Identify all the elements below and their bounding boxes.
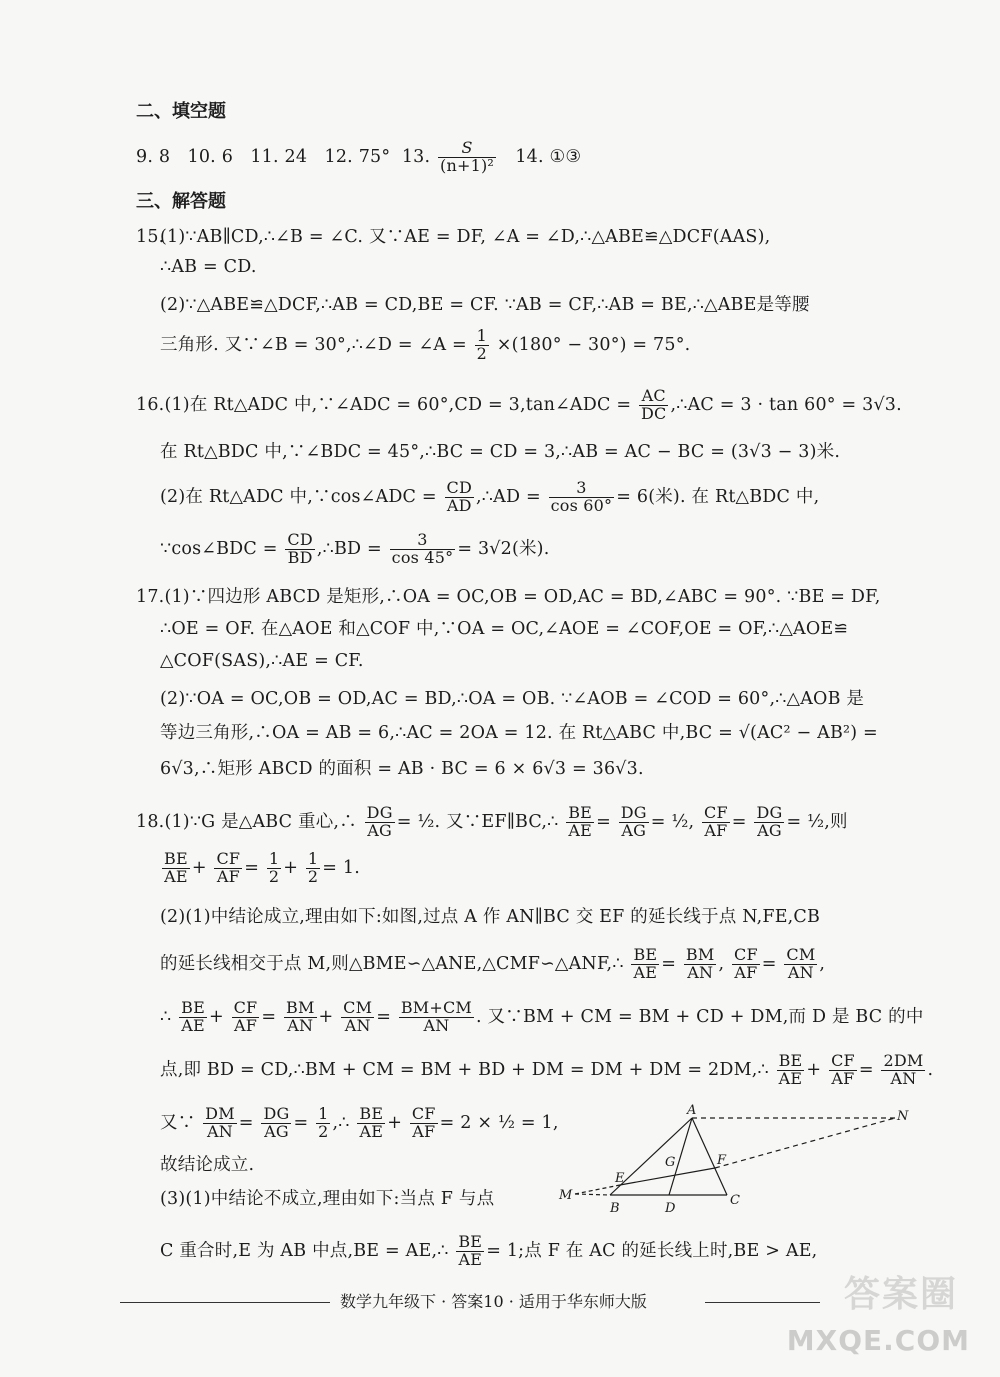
point-b-label: B [610,1201,620,1216]
fraction-numerator: CF [831,1051,855,1070]
q15-line-1 [136,222,920,252]
watermark [786,1274,988,1369]
fraction-dg-ag [754,805,784,840]
fraction-bm-an [284,1000,317,1035]
fraction-denominator: AE [633,962,658,982]
fraction-denominator: AD [446,495,472,515]
segment-ef [620,1168,715,1185]
q16-text-4b: ,∴BD = [316,538,382,559]
fraction-denominator: AG [264,1121,289,1141]
q15-line-4 [160,328,920,363]
fraction-denominator: AE [778,1068,803,1088]
fraction-be-ae [162,851,190,886]
fraction-bmcm-an [399,1000,474,1035]
fraction-numerator: DG [756,803,783,822]
fraction-denominator: AG [757,820,782,840]
q18-line-8: 故结论成立. [160,1155,255,1175]
point-c-label: C [730,1193,740,1208]
q18-line-1: 18.(1)∵G 是△ABC 重心,∴ $\frac{DG}{AG}$ = ½. 又∵EF∥BC,∴ $\frac{BE}{AE}$ = $\frac{DG}{AG}$ = ½, $\frac{CF}{AF}$ = $\frac{DG}{AG}$ = ½,则 [136,803,848,840]
fraction-half [267,851,281,886]
fill-in-answers [136,140,920,175]
fraction-cd-bd [285,532,314,567]
fraction-be-ae [777,1053,805,1088]
q16-line-2: 在 Rt△BDC 中,∵∠BDC = 45°,∴BC = CD = 3,∴AB = AC − BC = (3√3 − 3)米. [160,442,841,462]
q17-line-6: 6√3,∴矩形 ABCD 的面积 = AB · BC = 6 × 6√3 = 36√3. [160,759,644,779]
q17-line-1 [136,582,920,612]
fraction-ac-dc [639,388,668,423]
fraction-cd-ad [445,480,474,515]
fraction-be-ae [179,1000,207,1035]
fraction-denominator: 2 [307,866,319,886]
fraction-numerator: CF [704,803,728,822]
fraction-denominator: AN [207,1121,233,1141]
fraction-denominator: 2 [318,1121,329,1141]
fraction-denominator: AF [704,820,728,840]
fraction-denominator: AE [458,1249,483,1269]
fraction-denominator: AF [233,1015,257,1035]
fraction-denominator: AF [412,1121,436,1141]
fraction-cf-af [410,1106,438,1141]
watermark-logo: 答案圈 [843,1274,958,1315]
q16-text-3b: ,∴AD = [476,486,541,507]
q18-text-2: = 1. [322,857,361,878]
fraction-numerator: AC [639,388,668,406]
fraction-numerator: 3 [390,532,456,550]
q16-text-4c: = 3√2(米). [457,538,550,559]
q18-line-10 [160,1234,920,1269]
fraction-denominator: cos 60° [550,495,613,515]
watermark-url: MXQE.COM [786,1324,970,1357]
fraction-numerator: 1 [318,1104,329,1123]
q18-text-4a: 的延长线相交于点 M,则△BME∽△ANE,△CMF∽△ANF,∴ [160,953,624,974]
q16-text-1a: (1)在 Rt△ADC 中,∵∠ADC = 60°,CD = 3,tan∠ADC = [164,394,632,415]
segment-fn [715,1118,895,1168]
fraction-denominator: AG [621,820,647,840]
q18-text-1a: (1)∵G 是△ABC 重心,∴ [164,811,357,832]
fraction-cm-an [341,1000,374,1035]
fraction-denominator: AF [216,866,240,886]
fraction-cf-af [732,947,760,982]
point-g-label: G [665,1155,676,1170]
fraction-denominator: 2 [268,866,280,886]
section-heading-fill-in: 二、填空题 [136,101,226,122]
fraction-numerator: BE [778,1051,803,1070]
fraction-denominator: AN [423,1015,450,1035]
fraction-denominator: AN [287,1015,314,1035]
fraction-3-cos60 [549,480,615,515]
answer-13-denominator: (n+1)² [440,155,495,175]
fraction-denominator: AE [164,866,188,886]
fraction-be-ae [456,1234,484,1269]
q17-number: 17. [136,587,165,607]
q18-line-9: (3)(1)中结论不成立,理由如下:当点 F 与点 [160,1189,495,1209]
fraction-numerator: BE [164,849,188,868]
q17-text-1: (1)∵四边形 ABCD 是矩形,∴OA = OC,OB = OD,AC = BD,∠ABC = 90°. ∵BE = DF, [164,587,881,607]
fraction-dg-ag [365,805,395,840]
fraction-denominator: DC [641,403,667,423]
footer-text: 数学九年级下 · 答案10 · 适用于华东师大版 [340,1292,647,1311]
fraction-numerator: BE [359,1104,384,1123]
fraction-numerator: CD [446,478,473,497]
fraction-numerator: 1 [307,849,319,868]
fraction-denominator: AN [344,1015,371,1035]
point-f-label: F [717,1153,727,1168]
fraction-denominator: AF [734,962,758,982]
point-m-label: M [559,1188,573,1203]
fraction-dg-ag [261,1106,291,1141]
fraction-denominator: BD [287,547,313,567]
fraction-numerator: BM+CM [400,998,473,1017]
fraction-denominator: AE [568,820,592,840]
fraction-numerator: CF [411,1104,436,1123]
fraction-numerator: DG [366,803,393,822]
q18-text-1c: ,则 [824,811,848,832]
fraction-denominator: AE [181,1015,205,1035]
q16-text-1b: ,∴AC = 3 · tan 60° = 3√3. [670,394,902,415]
q16-line-4 [160,532,920,567]
fraction-numerator: BM [285,998,315,1017]
fraction-cm-an [784,947,817,982]
triangle-figure [555,1100,915,1220]
q17-line-4: (2)∵OA = OC,OB = OD,AC = BD,∴OA = OB. ∵∠AOB = ∠COD = 60°,∴△AOB 是 [160,689,865,709]
fraction-denominator: AN [787,962,814,982]
fraction-dg-ag [619,805,649,840]
answer-13-label: 13. [401,146,431,167]
answer-13-numerator: S [461,138,473,157]
fraction-numerator: DG [263,1104,290,1123]
q18-number: 18. [136,811,165,832]
footer-rule-left [120,1302,330,1303]
q18-line-2: $\frac{BE}{AE}$ + $\frac{CF}{AF}$ = $\frac{1}{2}$ + $\frac{1}{2}$ = 1. [164,849,361,886]
answer-14: 14. ①③ [515,146,582,167]
q16-number: 16. [136,394,165,415]
q15-text-4a: 三角形. 又∵∠B = 30°,∴∠D = ∠A = [160,334,467,355]
q15-text-1: (1)∵AB∥CD,∴∠B = ∠C. 又∵AE = DF, ∠A = ∠D,∴△ABE≌△DCF(AAS), [160,227,771,247]
q18-line-7: 又∵ $\frac{DM}{AN}$ = $\frac{DG}{AG}$ = $\frac{1}{2}$ ,∴ $\frac{BE}{AE}$ + $\frac{CF}{AF}$ = 2 × ½ = 1, [160,1104,559,1141]
q15-line-3: (2)∵△ABE≌△DCF,∴AB = CD,BE = CF. ∵AB = CF,∴AB = BE,∴△ABE是等腰 [160,295,810,315]
q18-text-7a: 又∵ [160,1112,196,1133]
fraction-denominator: 2 [476,343,488,363]
fraction-dm-an [203,1106,237,1141]
fraction-numerator: 3 [549,480,615,498]
q18-text-10a: C 重合时,E 为 AB 中点,BE = AE,∴ [160,1240,449,1261]
q16-line-1 [136,388,920,423]
q18-line-6: 点,即 BD = CD,∴BM + CM = BM + BD + DM = DM + DM = 2DM,∴ $\frac{BE}{AE}$ + $\frac{CF}{AF}$ = $\frac{2DM}{AN}$ . [160,1051,934,1088]
q17-line-3: △COF(SAS),∴AE = CF. [160,651,364,671]
fraction-cf-af [214,851,242,886]
q18-text-1b: = ½. 又∵EF∥BC,∴ [396,811,559,832]
answer-10: 10. 6 [187,146,234,167]
point-e-label: E [615,1171,625,1186]
q16-line-3 [160,480,920,515]
fraction-denominator: AF [831,1068,855,1088]
q18-text-6a: 点,即 BD = CD,∴BM + CM = BM + BD + DM = DM + DM = 2DM,∴ [160,1059,769,1080]
q15-text-4b: ×(180° − 30°) = 75°. [496,334,691,355]
fraction-cf-af [829,1053,857,1088]
fraction-numerator: BM [685,945,715,964]
fraction-half [306,851,320,886]
fraction-cf-af [702,805,730,840]
fraction-numerator: BE [633,945,658,964]
q18-text-5b: . 又∵BM + CM = BM + CD + DM,而 D 是 BC 的中 [476,1006,924,1027]
fraction-numerator: DG [620,803,647,822]
q15-line-2: ∴AB = CD. [160,257,257,277]
answer-9: 9. 8 [136,146,171,167]
point-a-label: A [687,1103,697,1118]
fraction-bm-an [684,947,717,982]
answer-12: 12. 75° [324,146,391,167]
fraction-cf-af [232,1000,260,1035]
fraction-numerator: CM [343,998,373,1017]
fraction-numerator: CF [233,998,258,1017]
fraction-denominator: AE [359,1121,384,1141]
q16-text-3a: (2)在 Rt△ADC 中,∵cos∠ADC = [160,486,437,507]
fraction-numerator: BE [458,1232,483,1251]
q17-line-5: 等边三角形,∴OA = AB = 6,∴AC = 2OA = 12. 在 Rt△ABC 中,BC = √(AC² − AB²) = [160,723,878,743]
fraction-numerator: 1 [268,849,280,868]
fraction-be-ae [631,947,659,982]
fraction-numerator: 2DM [883,1051,924,1070]
fraction-denominator: AG [367,820,393,840]
segment-mb [575,1194,610,1195]
fraction-3-cos45 [390,532,456,567]
fraction-be-ae [566,805,594,840]
section-heading-solutions: 三、解答题 [136,191,226,212]
fraction-half [475,328,489,363]
point-n-label: N [897,1109,909,1124]
point-d-label: D [665,1201,676,1216]
fraction-numerator: CM [786,945,816,964]
fraction-numerator: CF [734,945,758,964]
q18-line-5: ∴ $\frac{BE}{AE}$ + $\frac{CF}{AF}$ = $\frac{BM}{AN}$ + $\frac{CM}{AN}$ = $\frac{BM+CM}{AN}$ . 又∵BM + CM = BM + CD + DM,而 D 是 BC 的中 [160,998,924,1035]
fraction-numerator: CF [216,849,241,868]
answer-13-fraction [438,140,496,175]
fraction-numerator: BE [568,803,593,822]
q18-line-4: 的延长线相交于点 M,则△BME∽△ANE,△CMF∽△ANF,∴ $\frac{BE}{AE}$ = $\frac{BM}{AN}$ , $\frac{CF}{AF}$ = $\frac{CM}{AN}$ , [160,945,826,982]
q18-text-7b: = 2 × ½ = 1, [439,1112,559,1133]
fraction-numerator: CD [287,530,313,549]
q18-line-3: (2)(1)中结论成立,理由如下:如图,过点 A 作 AN∥BC 交 EF 的延长线于点 N,FE,CB [160,907,821,927]
fraction-denominator: AN [687,962,714,982]
fraction-denominator: cos 45° [391,547,454,567]
answer-11: 11. 24 [250,146,308,167]
fraction-denominator: AN [890,1068,917,1088]
fraction-2dm-an [881,1053,925,1088]
q16-text-4a: ∵cos∠BDC = [160,538,278,559]
q16-text-3c: = 6(米). 在 Rt△BDC 中, [616,486,820,507]
q15-number: 15. [136,227,165,247]
fraction-be-ae [357,1106,385,1141]
fraction-numerator: 1 [476,326,488,345]
q18-text-10b: = 1;点 F 在 AC 的延长线上时,BE > AE, [486,1240,818,1261]
q17-line-2: ∴OE = OF. 在△AOE 和△COF 中,∵OA = OC,∠AOE = ∠COF,OE = OF,∴△AOE≌ [160,619,849,639]
fraction-numerator: DM [205,1104,235,1123]
fraction-numerator: BE [181,998,205,1017]
fraction-half [316,1106,330,1141]
